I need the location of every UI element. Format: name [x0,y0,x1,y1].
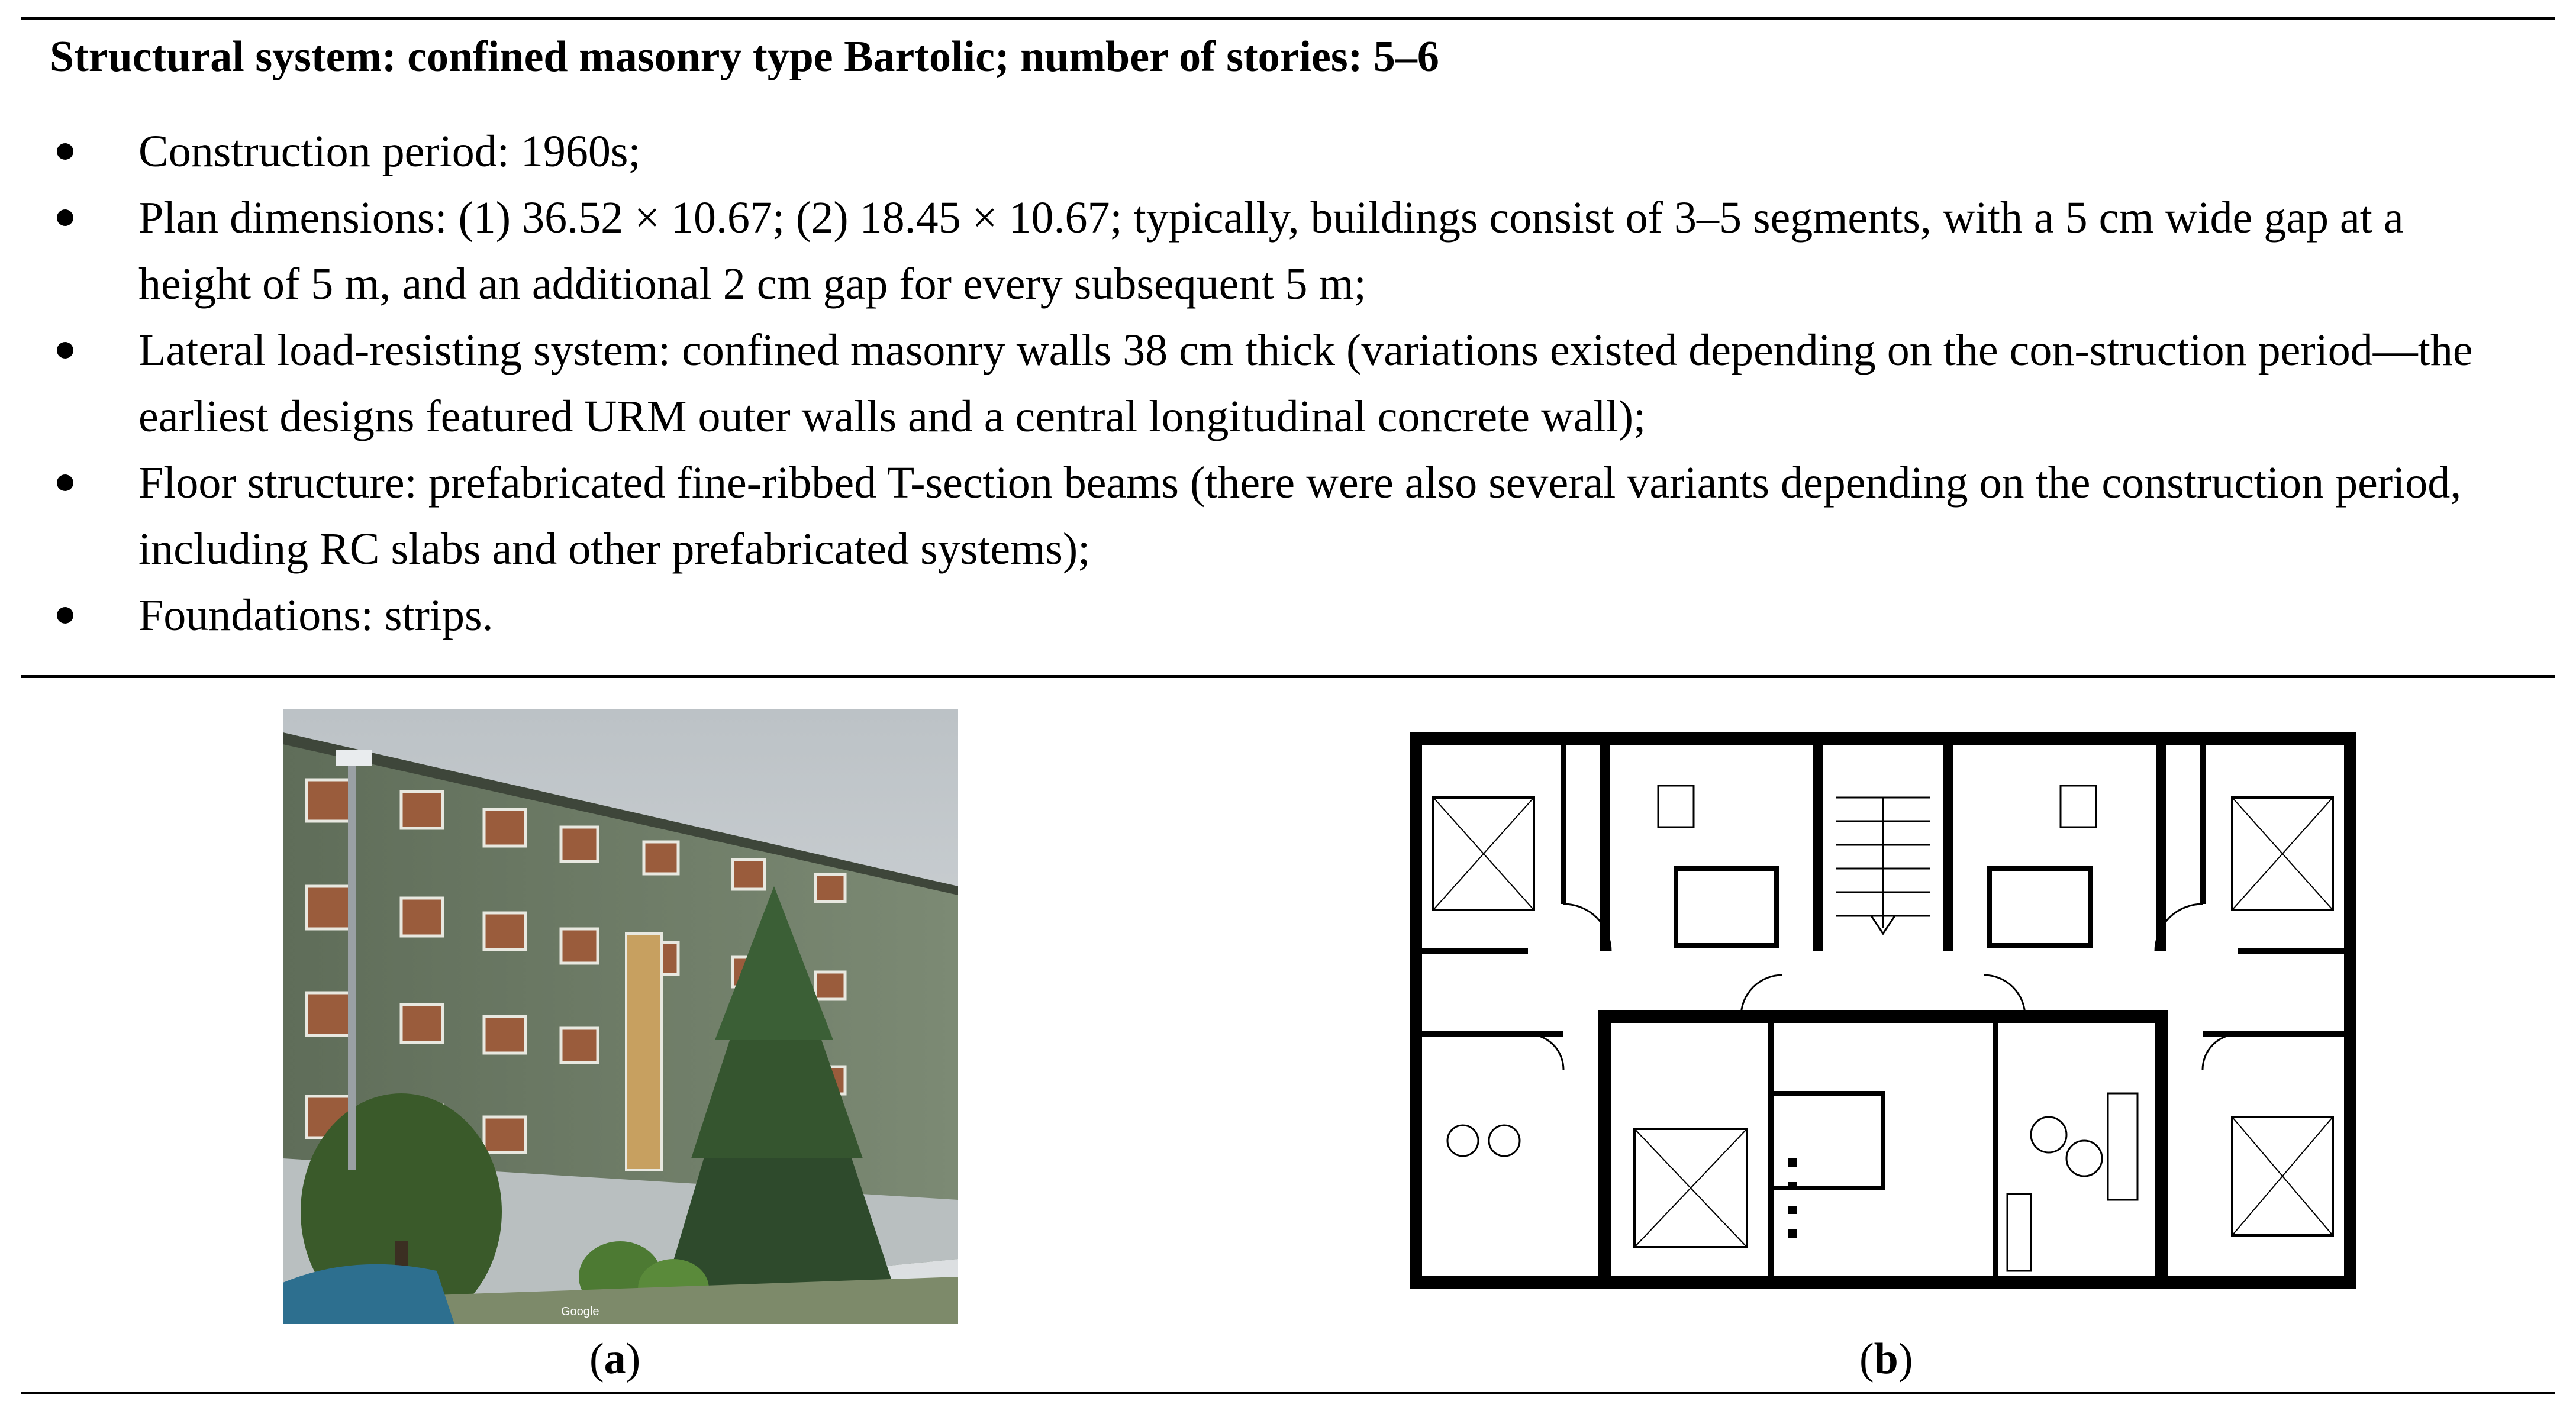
bullet-list [50,118,2523,648]
bullet-lateral-system [50,317,2523,450]
bullet-text: Construction period: 1960s; [138,127,641,176]
top-rule [21,17,2555,20]
floor-plan [1410,727,2356,1292]
bullet-foundations [50,582,2523,648]
middle-rule [21,675,2555,678]
bullet-icon [57,342,73,359]
caption-b: (b) [1859,1335,1913,1383]
bullet-floor-structure [50,450,2523,582]
bullet-icon [57,143,73,160]
bullet-text: Plan dimensions: (1) 36.52 × 10.67; (2) 18.45 × 10.67; typically, buildings consist of 3–5 segments, with a 5 cm wide gap at a height of 5 m, and an additional 2 cm gap for every subsequent 5 m; [138,193,2404,309]
bullet-plan-dimensions [50,185,2523,317]
building-photo [283,709,958,1324]
google-watermark: Google [561,1305,599,1318]
bullet-icon [57,474,73,491]
bullet-text: Foundations: strips. [138,590,494,640]
caption-a: (a) [589,1335,641,1383]
table-title: Structural system: confined masonry type Bartolic; number of stories: 5–6 [50,33,1439,81]
bullet-construction-period [50,118,2523,185]
bullet-text: Lateral load-resisting system: confined masonry walls 38 cm thick (variations existed depending on the con-struction period—the earliest designs featured URM outer walls and a central longitudinal concrete wall); [138,325,2473,441]
bullet-icon [57,209,73,226]
bullet-text: Floor structure: prefabricated fine-ribbed T-section beams (there were also several variants depending on the construction period, including RC slabs and other prefabricated systems); [138,458,2462,574]
bullet-icon [57,607,73,624]
bottom-rule [21,1392,2555,1394]
